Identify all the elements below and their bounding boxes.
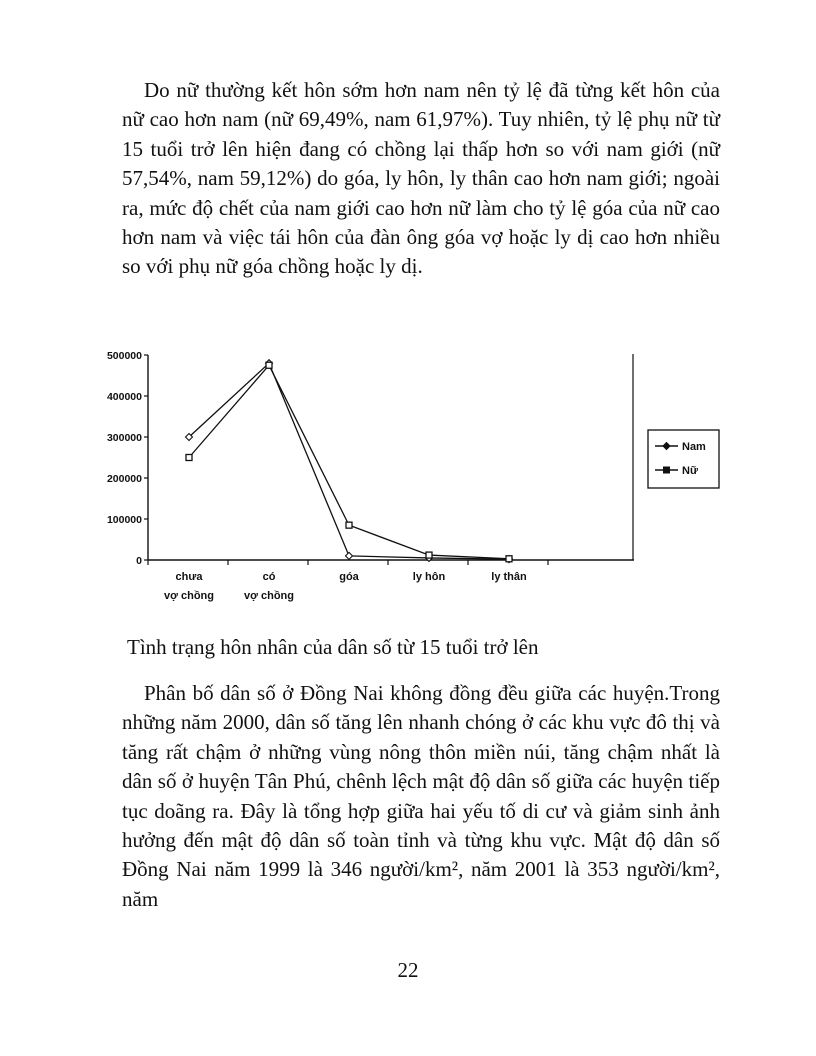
series-line-0 [189,363,509,559]
y-tick-label: 400000 [106,391,142,403]
legend-marker-1 [664,467,670,473]
x-axis-categories [148,560,548,602]
y-tick-label: 0 [136,555,142,567]
legend-box [648,430,719,488]
x-category-label: ly thân [491,571,527,583]
x-category-label: vợ chồng [244,590,294,602]
data-point-1 [186,455,192,461]
body-paragraph-1: Do nữ thường kết hôn sớm hơn nam nên tỷ lệ đã từng kết hôn của nữ cao hơn nam (nữ 69,49%, nam 61,97%). Tuy nhiên, tỷ lệ phụ nữ từ 15 tuổi trở lên hiện đang có chồng lại thấp hơn so với nam giới (nữ 57,54%, nam 59,12%) do góa, ly hôn, ly thân cao hơn nam giới; ngoài ra, mức độ chết của nam giới cao hơn nữ làm cho tỷ lệ góa của nữ cao hơn nam và việc tái hôn của đàn ông góa vợ hoặc ly dị cao hơn nhiều so với phụ nữ góa chồng hoặc ly dị. [122,78,720,279]
y-tick-label: 300000 [106,432,142,444]
legend-label-0: Nam [682,441,706,453]
y-tick-label: 500000 [106,350,142,362]
marital-status-chart [96,330,728,620]
chart-axes [148,354,634,560]
chart-legend [648,430,719,488]
data-point-1 [506,556,512,562]
data-point-0 [346,552,353,559]
y-axis-ticks [107,350,148,567]
x-category-label: góa [339,571,359,583]
legend-label-1: Nữ [682,465,698,477]
data-point-1 [346,522,352,528]
x-category-label: ly hôn [412,571,446,583]
body-paragraph-2: Phân bố dân số ở Đồng Nai không đồng đều giữa các huyện.Trong những năm 2000, dân số tăng lên nhanh chóng ở các khu vực đô thị và tăng rất chậm ở những vùng nông thôn miền núi, tăng chậm nhất là dân số ở huyện Tân Phú, chênh lệch mật độ dân số giữa các huyện tiếp tục doãng ra. Đây là tổng hợp giữa hai yếu tố di cư và giảm sinh ảnh hưởng đến mật độ dân số toàn tỉnh và từng khu vực. Mật độ dân số Đồng Nai năm 1999 là 346 người/km², năm 2001 là 353 người/km², năm [122,681,720,911]
y-tick-label: 100000 [106,514,142,526]
data-point-1 [426,552,432,558]
data-point-1 [266,362,272,368]
page-number: 22 [397,958,419,982]
y-tick-label: 200000 [106,473,142,485]
figure-caption: Tình trạng hôn nhân của dân số từ 15 tuổi trở lên [127,635,539,659]
x-category-label: vợ chồng [164,590,214,602]
chart-series [186,360,513,563]
x-category-label: chưa [175,571,203,583]
x-category-label: có [262,571,276,583]
series-line-1 [189,365,509,559]
